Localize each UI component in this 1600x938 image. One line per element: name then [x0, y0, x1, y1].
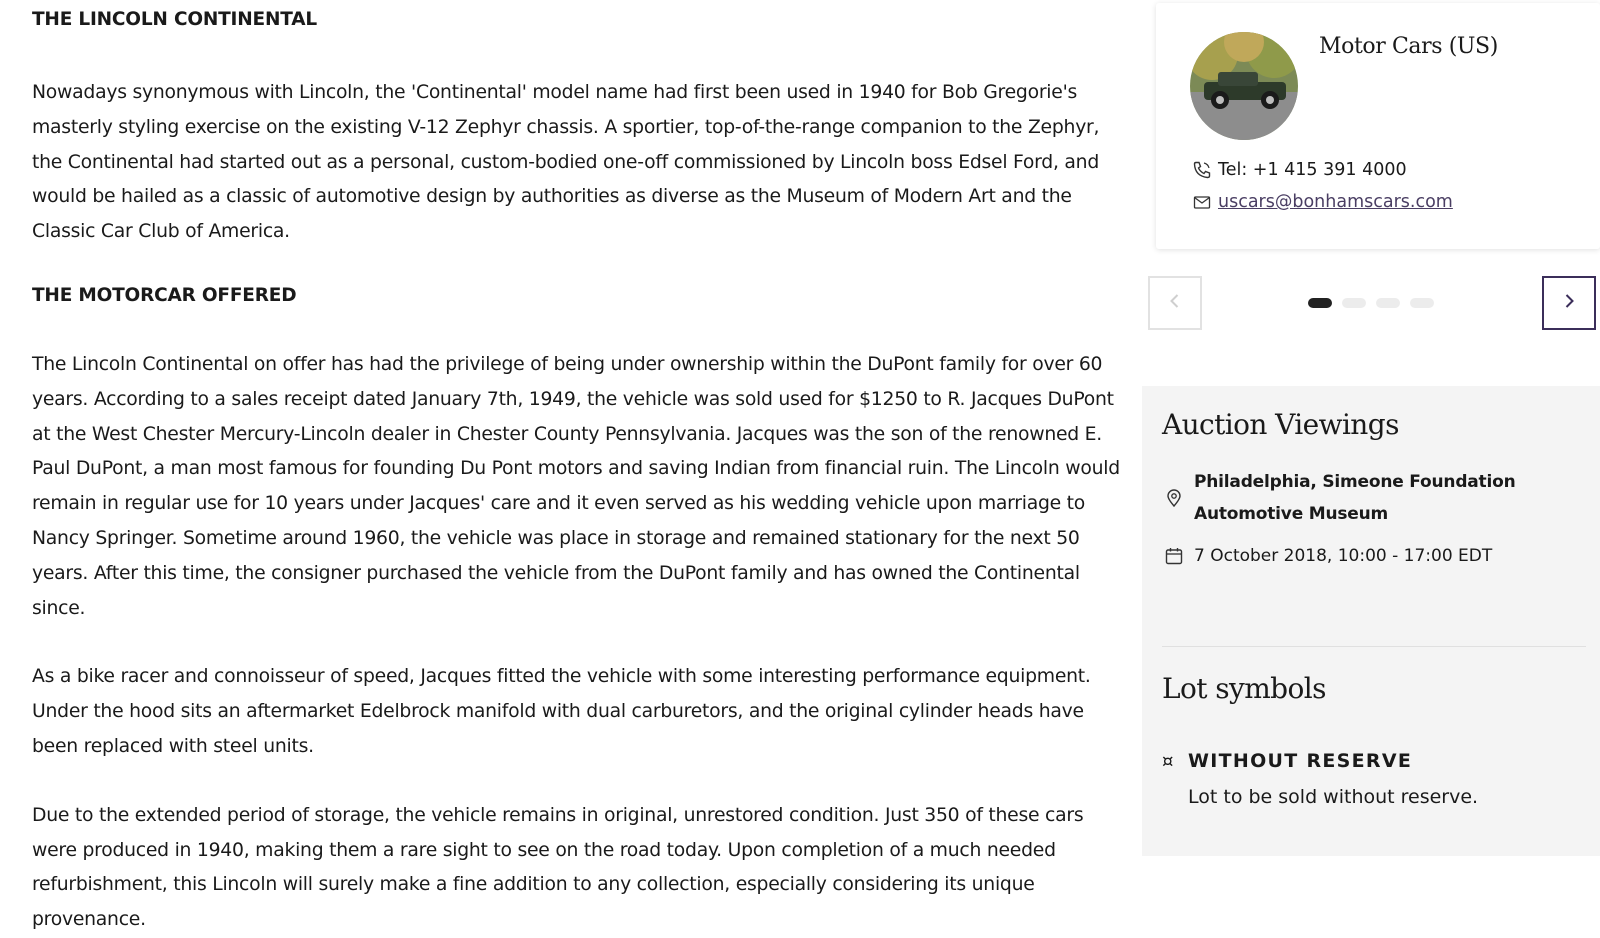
location-pin-icon [1164, 488, 1184, 508]
department-name: Motor Cars (US) [1319, 34, 1498, 59]
sidebar [1142, 0, 1600, 869]
article-body [32, 0, 1132, 938]
chevron-left-icon [1166, 292, 1184, 314]
phone-icon [1192, 160, 1212, 180]
department-contact-card [1156, 3, 1600, 249]
phone-row[interactable] [1192, 160, 1407, 180]
carousel-dot[interactable] [1342, 298, 1366, 308]
department-avatar [1190, 32, 1298, 140]
carousel-dot[interactable] [1410, 298, 1434, 308]
phone-number: Tel: +1 415 391 4000 [1218, 160, 1407, 180]
lot-symbol-row [1162, 750, 1412, 772]
article-paragraph: Due to the extended period of storage, the vehicle remains in original, unrestored condition. Just 350 of these cars were produced in 1940, making them a rare sight to see on the road today. Upon completion of a much needed refurbishment, this Lincoln will surely make a fine addition to any collection, especially considering its unique provenance. [32, 804, 1084, 931]
email-link[interactable]: uscars@bonhamscars.com [1218, 192, 1453, 212]
divider [1162, 646, 1586, 647]
currency-symbol-icon: ¤ [1162, 750, 1174, 772]
viewing-location-text: Philadelphia, Simeone Foundation Automotive Museum [1194, 472, 1516, 524]
email-row[interactable] [1192, 192, 1453, 212]
carousel-dot[interactable] [1376, 298, 1400, 308]
mail-icon [1192, 192, 1212, 212]
viewing-location [1164, 466, 1584, 530]
carousel-next-button[interactable] [1542, 276, 1596, 330]
carousel-prev-button[interactable] [1148, 276, 1202, 330]
lot-symbol-description: Lot to be sold without reserve. [1188, 786, 1479, 808]
auction-viewings-title: Auction Viewings [1162, 408, 1399, 441]
chevron-right-icon [1560, 292, 1578, 314]
calendar-icon [1164, 546, 1184, 566]
section-heading: THE MOTORCAR OFFERED [32, 284, 297, 306]
lot-symbols-title: Lot symbols [1162, 672, 1326, 705]
auction-info-panel [1142, 386, 1600, 856]
article-paragraph: As a bike racer and connoisseur of speed, Jacques fitted the vehicle with some interesting performance equipment. Under the hood sits an aftermarket Edelbrock manifold with dual carburetors, and the original cylinder heads have been replaced with steel units. [32, 666, 1091, 757]
carousel-dots [1308, 298, 1434, 308]
carousel-dot[interactable] [1308, 298, 1332, 308]
lot-symbol-label: WITHOUT RESERVE [1188, 750, 1413, 772]
viewing-datetime [1164, 546, 1492, 566]
article-paragraph: Nowadays synonymous with Lincoln, the 'Continental' model name had first been used in 1940 for Bob Gregorie's masterly styling exercise on the existing V-12 Zephyr chassis. A sportier, top-of-the-range companion to the Zephyr, the Continental had started out as a personal, custom-bodied one-off commissioned by Lincoln boss Edsel Ford, and would be hailed as a classic of automotive design by authorities as diverse as the Museum of Modern Art and the Classic Car Club of America. [32, 82, 1100, 243]
section-heading: THE LINCOLN CONTINENTAL [32, 9, 317, 30]
viewing-datetime-text: 7 October 2018, 10:00 - 17:00 EDT [1194, 546, 1493, 566]
article-paragraph: The Lincoln Continental on offer has had the privilege of being under ownership within the DuPont family for over 60 years. According to a sales receipt dated January 7th, 1949, the vehicle was sold used for $1250 to R. Jacques DuPont at the West Chester Mercury-Lincoln dealer in Chester County Pennsylvania. Jacques was the son of the renowned E. Paul DuPont, a man most famous for founding Du Pont motors and saving Indian from financial ruin. The Lincoln would remain in regular use for 10 years under Jacques' care and it even served as his wedding vehicle upon marriage to Nancy Springer. Sometime around 1960, the vehicle was place in storage and remained stationary for the next 50 years. After this time, the consigner purchased the vehicle from the DuPont family and has owned the Continental since. [32, 353, 1120, 619]
